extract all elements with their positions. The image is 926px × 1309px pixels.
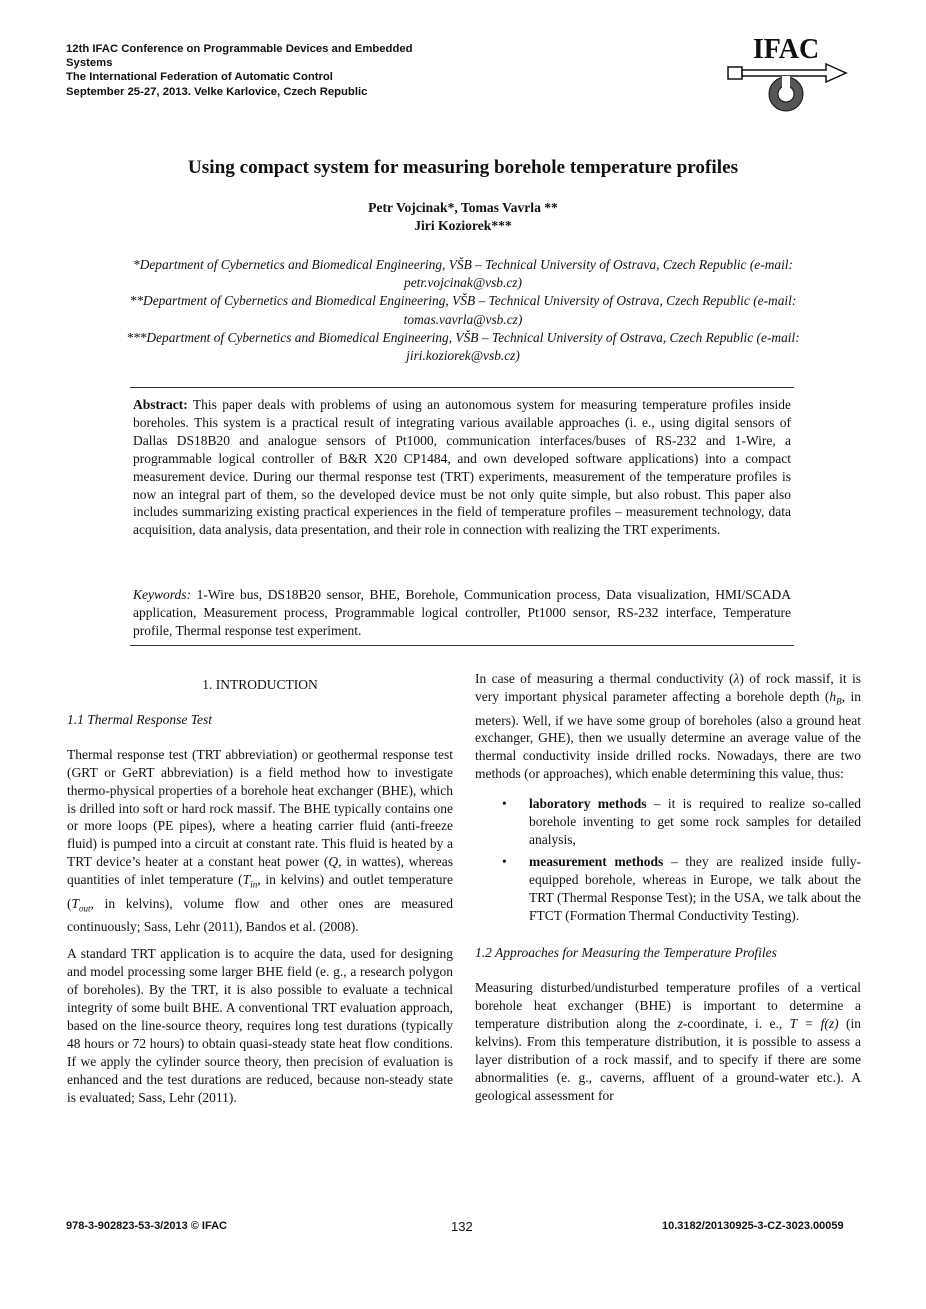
affiliation-email: jiri.koziorek@vsb.cz): [406, 348, 520, 364]
affiliations: [40, 256, 886, 365]
affiliation-email: petr.vojcinak@vsb.cz): [404, 275, 522, 291]
methods-list: [475, 795, 861, 924]
symbol-z: z: [677, 1016, 683, 1032]
abstract-text: This paper deals with problems of using an autonomous system for measuring temperature profiles inside boreholes. This system is a practical result of integrating various available approaches (i. e., using digital sensors of Dallas DS18B20 and analogue sensors of Pt1000, communication interfaces/buses of RS-232 and 1-Wire, a programmable logical controller of B&R X20 CP1484, and own developed software applications) into a compact measurement device. During our thermal response test (TRT) experiments, measurement of the temperature profiles is now an integral part of them, so the developed device must be not only quite simple, but also robust. This paper also includes summarizing existing practical experiences in the field of temperature profiles – measurement technology, data acquisition, data analysis, data presentation, and their role in connection with realizing the TRT experiments.: [133, 397, 791, 538]
bullet: •: [502, 796, 507, 812]
abstract-top-rule: [130, 387, 794, 388]
keywords-label: Keywords:: [133, 587, 191, 602]
paragraph: A standard TRT application is to acquire the data, used for designing and model processing some larger BHE field (e. g., a research polygon of boreholes). By the TRT, it is also possible to evaluate a technical integrity of some built BHE. A conventional TRT evaluation approach, based on the line-source theory, requires long test durations (typically 48 hours or 72 hours) to obtain quasi-steady state heat flow conditions. If we apply the cylinder source theory, then precision of evaluation is enhanced and the test durations are reduced, because non-steady state is evaluated; Sass, Lehr (2011).: [67, 946, 453, 1105]
right-column: [475, 670, 861, 1105]
symbol-h: h: [829, 688, 837, 704]
text-run: In case of measuring a thermal conductivity (: [475, 671, 734, 686]
footer-doi: 10.3182/20130925-3-CZ-3023.00059: [662, 1220, 844, 1232]
paragraph: [475, 979, 861, 1104]
keywords-text: 1-Wire bus, DS18B20 sensor, BHE, Borehole, Communication process, Data visualization, HMI/SCADA application, Measurement process, Programmable logical controller, Pt1000 sensor, RS-232 interface, Temperature profile, Thermal response test experiment.: [133, 587, 791, 638]
list-item-text: – they are realized inside fully-equipped borehole, whereas in Europe, we talk about the TRT (Thermal Response Test); in the USA, we talk about the FTCT (Formation Thermal Conductivity Testing).: [529, 853, 861, 923]
text-run: , in kelvins) and outlet temperature (: [67, 872, 453, 911]
symbol-t: T: [242, 872, 251, 888]
abstract: [133, 396, 791, 539]
conference-line: 12th IFAC Conference on Programmable Devices and Embedded: [66, 43, 413, 55]
list-item: [475, 795, 861, 849]
page-number: 132: [451, 1219, 473, 1234]
text-run: Thermal response test (TRT abbreviation) or geothermal response test (GRT or GeRT abbreviation) is a field method how to investigate thermo-physical properties of a borehole heat exchanger (BHE), which is drilled into soft or hard rock massif. The BHE typically contains one or more loops (PE pipes), where a heating carrier fluid (anti-freeze fluid) is pumped into a circuit at constant rate. This fluid is heated by a TRT device’s heater at a constant heat power (: [67, 746, 453, 870]
authors: [0, 199, 926, 235]
list-item-term: measurement methods: [529, 853, 664, 869]
authors-line: Petr Vojcinak*, Tomas Vavrla **: [368, 200, 558, 215]
keywords: [133, 586, 791, 640]
logo-text: IFAC: [752, 34, 820, 65]
list-item-term: laboratory methods: [529, 796, 647, 812]
text-run: (in kelvins). From this temperature distribution, it is possible to assess a layer distribution of a rock massif, and to specify if there are some abnormalities (e. g., caverns, affluent of a ground-water etc.). A geological assessment for: [475, 1016, 861, 1103]
symbol-lambda: λ: [733, 671, 740, 686]
subsection-heading: 1.2 Approaches for Measuring the Temperature Profiles: [475, 945, 777, 961]
footer-isbn: 978-3-902823-53-3/2013 © IFAC: [66, 1220, 227, 1232]
abstract-bottom-rule: [130, 645, 794, 646]
affiliation-line: *Department of Cybernetics and Biomedical Engineering, VŠB – Technical University of Ostrava, Czech Republic (e-mail:: [133, 257, 793, 272]
subsection-heading: 1.1 Thermal Response Test: [67, 711, 213, 727]
text-run: , in wattes), whereas quantities of inlet temperature (: [67, 854, 453, 888]
conference-line: The International Federation of Automatic Control: [66, 71, 333, 84]
left-column: [67, 670, 453, 1106]
abstract-label: Abstract:: [133, 397, 188, 412]
text-run: Measuring disturbed/undisturbed temperature profiles of a vertical borehole heat exchanger (BHE) is important to determine a temperature distribution along the: [475, 980, 861, 1032]
paragraph: [67, 746, 453, 936]
subscript-out: out: [79, 903, 91, 914]
authors-line: Jiri Koziorek***: [414, 218, 512, 233]
ifac-logo-graphic: [722, 34, 850, 118]
symbol-q: Q: [328, 854, 339, 870]
section-heading: 1. INTRODUCTION: [202, 677, 318, 692]
subscript-b: B: [836, 696, 842, 707]
symbol-t: T: [71, 895, 80, 911]
conference-header: [66, 42, 486, 99]
subscript-in: in: [250, 879, 258, 890]
ifac-logo: [722, 34, 850, 118]
list-item: [475, 853, 861, 925]
paragraph: [475, 670, 861, 783]
paper-title: Using compact system for measuring borehole temperature profiles: [187, 157, 739, 178]
text-run: -coordinate, i. e.,: [682, 1016, 790, 1032]
bullet: •: [502, 853, 507, 869]
affiliation-email: tomas.vavrla@vsb.cz): [403, 311, 523, 327]
text-run: , in kelvins), volume flow and other ones are measured continuously; Sass, Lehr (2011), Bandos et al. (2008).: [67, 895, 453, 935]
affiliation-line: **Department of Cybernetics and Biomedical Engineering, VŠB – Technical University of Ostrava, Czech Republic (e-mail:: [129, 293, 797, 309]
formula: T = f(z): [789, 1016, 839, 1032]
text-run: ) of rock massif, it is very important physical parameter affecting a borehole depth (: [475, 671, 861, 704]
conference-line: September 25-27, 2013. Velke Karlovice, Czech Republic: [66, 85, 368, 98]
text-run: , in meters). Well, if we have some group of boreholes (also a ground heat exchanger, GHE), then we usually determine an average value of the thermal conductivity inside drilled rocks. Nowadays, there are two methods (or approaches), which enable determining this value, thus:: [475, 688, 861, 782]
conference-line: Systems: [66, 57, 113, 70]
affiliation-line: ***Department of Cybernetics and Biomedical Engineering, VŠB – Technical University of Ostrava, Czech Republic (e-mail:: [126, 329, 800, 345]
list-item-text: – it is required to realize so-called borehole inventing to get some rock samples for detailed analysis,: [529, 796, 861, 847]
